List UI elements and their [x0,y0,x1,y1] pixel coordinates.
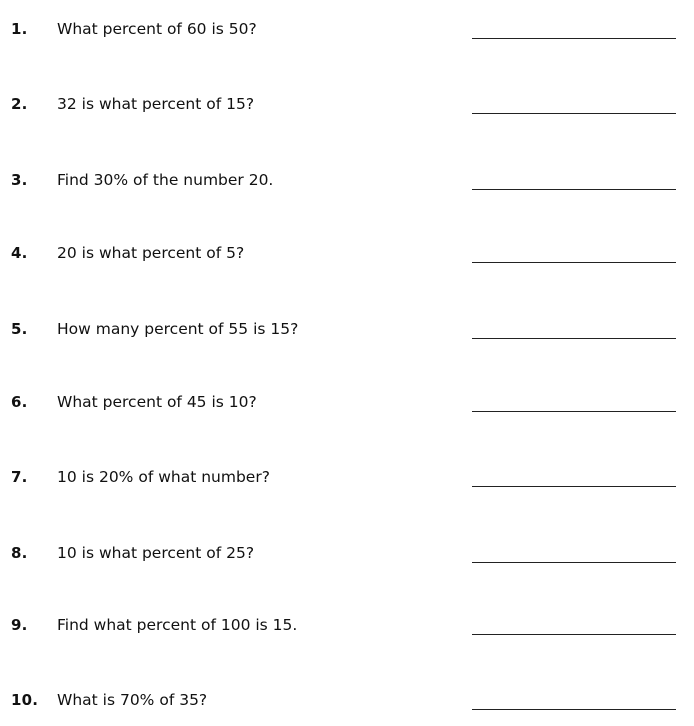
question-text: 32 is what percent of 15? [57,95,255,113]
answer-line[interactable] [472,562,676,563]
question-number: 3. [11,171,28,189]
question-number: 10. [11,691,39,709]
question-number: 4. [11,244,28,262]
question-row-9 [0,614,694,638]
question-row-10 [0,689,694,713]
question-row-1 [0,18,694,42]
question-row-8 [0,542,694,566]
answer-line[interactable] [472,709,676,710]
answer-line[interactable] [472,38,676,39]
question-row-7 [0,466,694,490]
question-number: 5. [11,320,28,338]
question-text: What percent of 45 is 10? [57,393,257,411]
answer-line[interactable] [472,113,676,114]
question-number: 9. [11,616,28,634]
answer-line[interactable] [472,262,676,263]
question-number: 6. [11,393,28,411]
question-text: What is 70% of 35? [57,691,208,709]
answer-line[interactable] [472,189,676,190]
answer-line[interactable] [472,411,676,412]
question-text: How many percent of 55 is 15? [57,320,299,338]
question-text: Find 30% of the number 20. [57,171,274,189]
question-row-4 [0,242,694,266]
question-text: 10 is what percent of 25? [57,544,255,562]
question-row-3 [0,169,694,193]
question-number: 1. [11,20,28,38]
question-text: What percent of 60 is 50? [57,20,257,38]
question-row-5 [0,318,694,342]
question-text: Find what percent of 100 is 15. [57,616,298,634]
question-text: 10 is 20% of what number? [57,468,270,486]
question-number: 8. [11,544,28,562]
question-number: 7. [11,468,28,486]
answer-line[interactable] [472,338,676,339]
answer-line[interactable] [472,634,676,635]
question-text: 20 is what percent of 5? [57,244,245,262]
question-row-6 [0,391,694,415]
question-row-2 [0,93,694,117]
question-number: 2. [11,95,28,113]
answer-line[interactable] [472,486,676,487]
